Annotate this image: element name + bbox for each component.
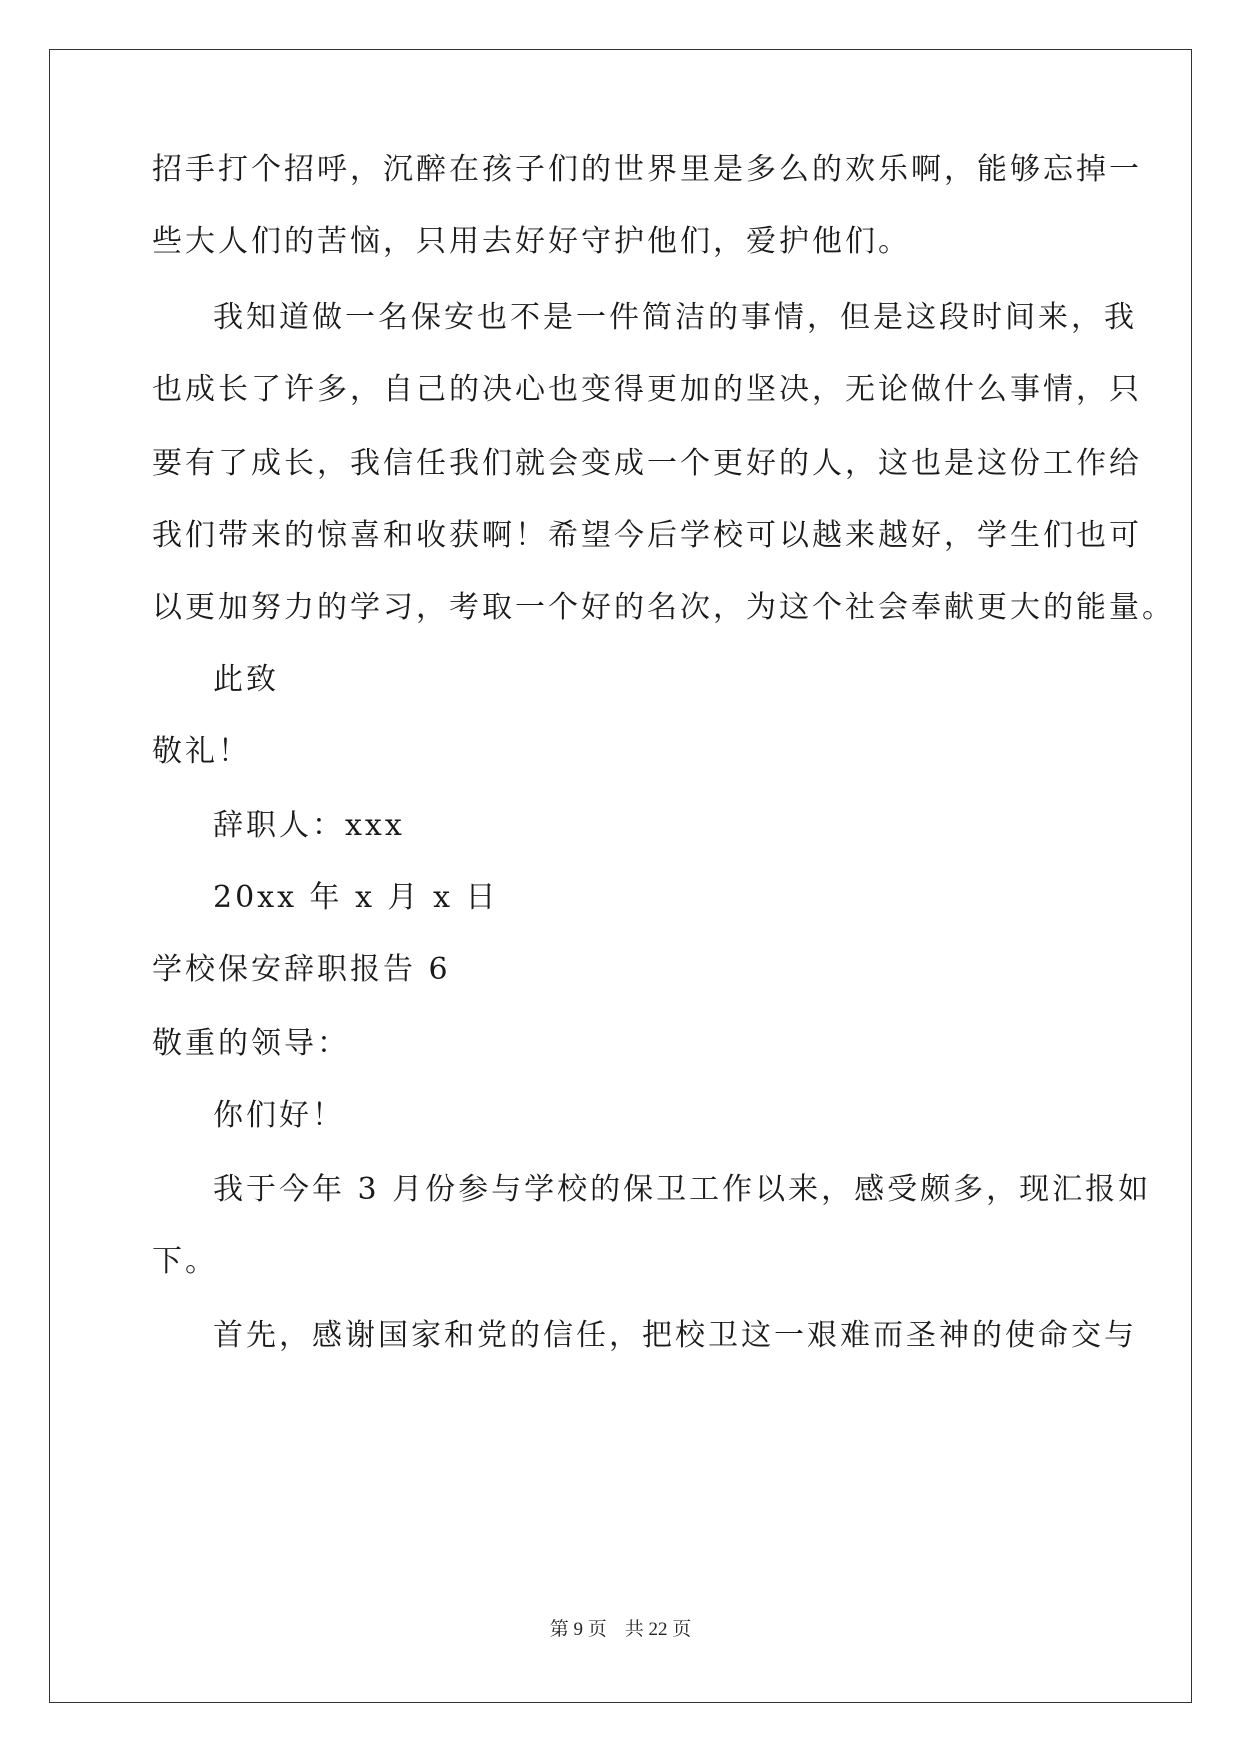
page-total: 共 22 页 — [624, 1619, 692, 1640]
greeting-line: 你们好！ — [213, 1098, 345, 1133]
page-footer — [0, 1618, 1241, 1642]
paragraph-line: 要有了成长，我信任我们就会变成一个更好的人，这也是这份工作给 — [152, 446, 1142, 481]
page-number: 第 9 页 — [549, 1619, 607, 1640]
paragraph-line: 我们带来的惊喜和收获啊！希望今后学校可以越来越好，学生们也可 — [152, 518, 1142, 553]
paragraph-line: 我于今年 3 月份参与学校的保卫工作以来，感受颇多，现汇报如 — [213, 1172, 1152, 1207]
paragraph-line: 些大人们的苦恼，只用去好好守护他们，爱护他们。 — [152, 224, 911, 259]
signature-line: 辞职人：xxx — [213, 808, 405, 843]
greeting-line: 敬重的领导： — [152, 1026, 350, 1061]
paragraph-line: 下。 — [152, 1244, 218, 1279]
salutation: 敬礼！ — [152, 734, 251, 769]
paragraph-line: 我知道做一名保安也不是一件简洁的事情，但是这段时间来，我 — [213, 300, 1137, 335]
date-line: 20xx 年 x 月 x 日 — [213, 880, 499, 915]
paragraph-line: 以更加努力的学习，考取一个好的名次，为这个社会奉献更大的能量。 — [152, 590, 1175, 625]
paragraph-line: 招手打个招呼，沉醉在孩子们的世界里是多么的欢乐啊，能够忘掉一 — [152, 152, 1142, 187]
closing-phrase: 此致 — [213, 662, 279, 697]
section-title: 学校保安辞职报告 6 — [152, 952, 451, 987]
paragraph-line: 首先，感谢国家和党的信任，把校卫这一艰难而圣神的使命交与 — [213, 1318, 1137, 1353]
paragraph-line: 也成长了许多，自己的决心也变得更加的坚决，无论做什么事情，只 — [152, 372, 1142, 407]
